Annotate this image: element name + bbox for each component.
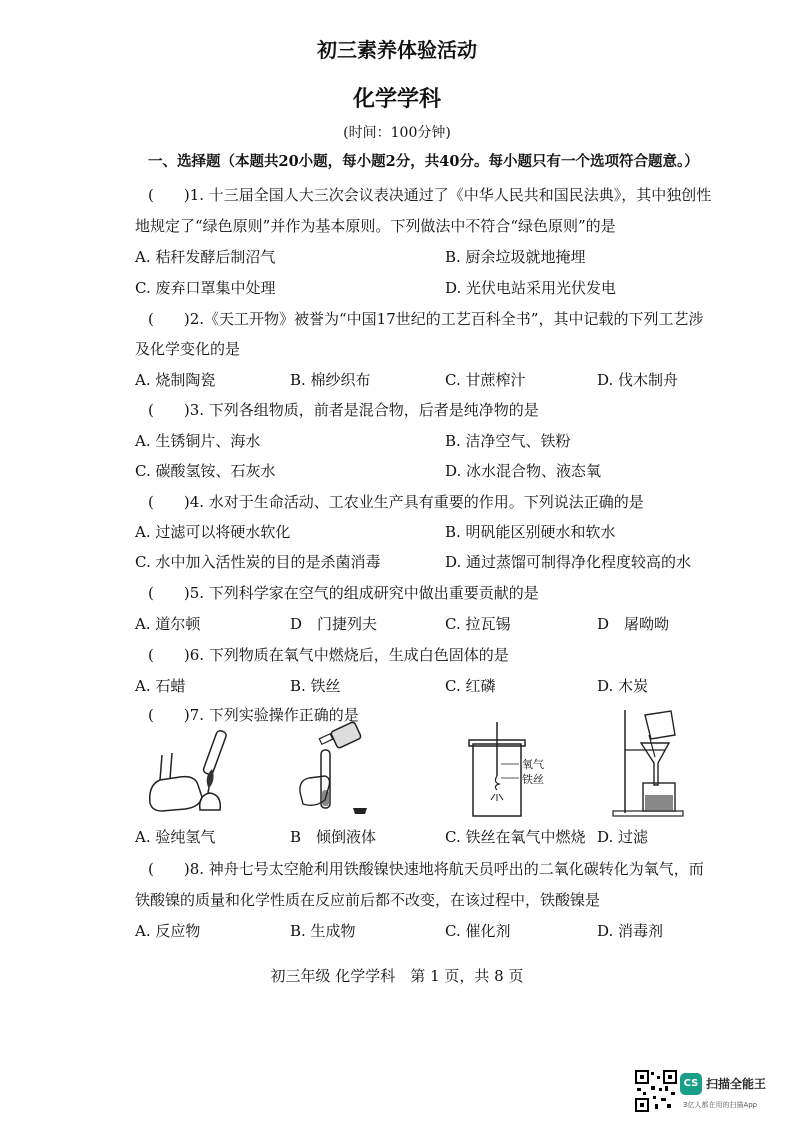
q6-stem: ( )6. 下列物质在氧气中燃烧后，生成白色固体的是 (148, 646, 509, 664)
q6-option-a: A. 石蜡 (135, 677, 186, 695)
q2-stem-line2: 及化学变化的是 (135, 340, 241, 358)
q8-option-d: D. 消毒剂 (597, 922, 664, 940)
q8-stem-line2: 铁酸镍的质量和化学性质在反应前后都不改变，在该过程中，铁酸镍是 (135, 891, 601, 909)
camscanner-tagline: 3亿人都在用的扫描App (683, 1101, 758, 1109)
iron-wire-label: 铁丝 (522, 773, 544, 786)
q8-option-a: A. 反应物 (135, 922, 201, 940)
q7-option-c: C. 铁丝在氧气中燃烧 (445, 828, 586, 846)
camscanner-name: 扫描全能王 (706, 1077, 767, 1091)
q7-option-a: A. 验纯氢气 (135, 828, 216, 846)
q3-option-d: D. 冰水混合物、液态氧 (445, 462, 602, 480)
exam-time: (时间：100分钟) (343, 125, 451, 141)
q4-option-b: B. 明矾能区别硬水和软水 (445, 523, 616, 541)
q4-option-c: C. 水中加入活性炭的目的是杀菌消毒 (135, 553, 381, 571)
q7-option-b: B 倾倒液体 (290, 828, 377, 846)
page-footer: 初三年级 化学学科 第 1 页，共 8 页 (270, 967, 524, 985)
q5-option-c: C. 拉瓦锡 (445, 615, 511, 633)
q7-option-d: D. 过滤 (597, 828, 649, 846)
oxygen-label: 氧气 (522, 758, 544, 771)
q1-stem-line1: ( )1. 十三届全国人大三次会议表决通过了《中华人民共和国民法典》，其中独创性 (148, 186, 712, 204)
q2-option-b: B. 棉纱织布 (290, 371, 371, 389)
pour-liquid-figure (295, 720, 375, 820)
q2-stem-line1: ( )2.《天工开物》被誉为“中国17世纪的工艺百科全书”，其中记载的下列工艺涉 (148, 310, 704, 328)
q8-stem-line1: ( )8. 神舟七号太空舱利用铁酸镍快速地将航天员呼出的二氧化碳转化为氧气，而 (148, 860, 704, 878)
q2-option-d: D. 伐木制舟 (597, 371, 679, 389)
subject-title: 化学学科 (352, 86, 441, 112)
q4-option-d: D. 通过蒸馏可制得净化程度较高的水 (445, 553, 692, 571)
q1-option-b: B. 厨余垃圾就地掩埋 (445, 248, 586, 266)
hydrogen-purity-test-figure (140, 725, 250, 820)
q5-option-a: A. 道尔顿 (135, 615, 201, 633)
q1-option-c: C. 废弃口罩集中处理 (135, 279, 276, 297)
q2-option-c: C. 甘蔗榨汁 (445, 371, 526, 389)
q4-option-a: A. 过滤可以将硬水软化 (135, 523, 291, 541)
q5-option-d: D 屠呦呦 (597, 615, 670, 633)
q4-stem: ( )4. 水对于生命活动、工农业生产具有重要的作用。下列说法正确的是 (148, 493, 644, 511)
q6-option-c: C. 红磷 (445, 677, 496, 695)
q3-option-c: C. 碳酸氢铵、石灰水 (135, 462, 276, 480)
exam-title: 初三素养体验活动 (317, 38, 477, 62)
qr-code-icon (635, 1070, 677, 1112)
section-heading: 一、选择题（本题共20小题，每小题2分，共40分。每小题只有一个选项符合题意。） (148, 153, 699, 170)
q1-stem-line2: 地规定了“绿色原则”并作为基本原则。下列做法中不符合“绿色原则”的是 (135, 217, 616, 235)
q1-option-d: D. 光伏电站采用光伏发电 (445, 279, 617, 297)
q3-stem: ( )3. 下列各组物质，前者是混合物，后者是纯净物的是 (148, 401, 539, 419)
q8-option-c: C. 催化剂 (445, 922, 511, 940)
q6-option-d: D. 木炭 (597, 677, 649, 695)
q2-option-a: A. 烧制陶瓷 (135, 371, 216, 389)
q3-option-b: B. 洁净空气、铁粉 (445, 432, 571, 450)
q3-option-a: A. 生锈铜片、海水 (135, 432, 261, 450)
q5-stem: ( )5. 下列科学家在空气的组成研究中做出重要贡献的是 (148, 584, 539, 602)
q5-option-b: D 门捷列夫 (290, 615, 378, 633)
q6-option-b: B. 铁丝 (290, 677, 341, 695)
q7-stem: ( )7. 下列实验操作正确的是 (148, 706, 359, 724)
filtration-figure (605, 705, 695, 820)
camscanner-logo: CS (680, 1073, 702, 1095)
q8-option-b: B. 生成物 (290, 922, 356, 940)
q1-option-a: A. 秸秆发酵后制沼气 (135, 248, 276, 266)
